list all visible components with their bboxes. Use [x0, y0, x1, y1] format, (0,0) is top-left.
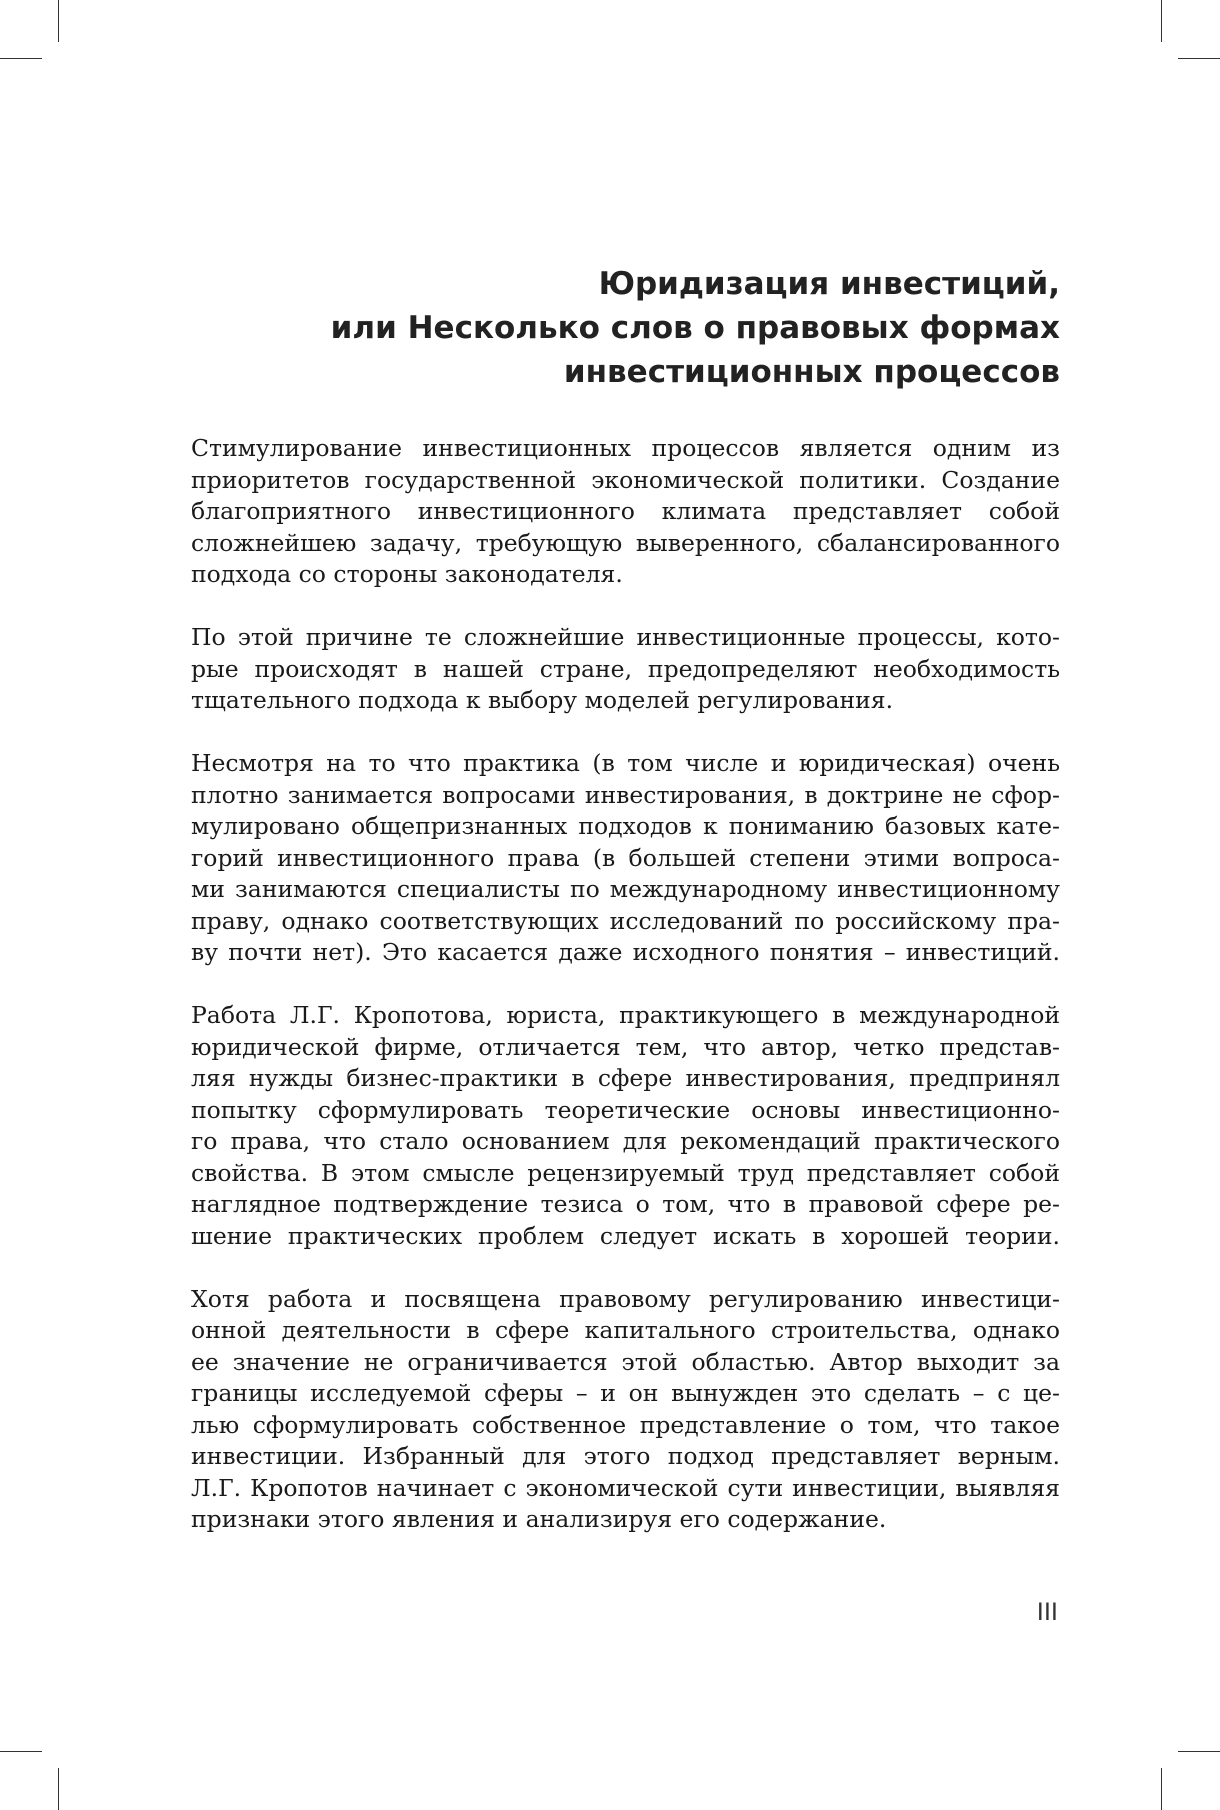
text-line: сложнейшею задачу, требующую выверенного, сбалансированного — [191, 528, 1060, 557]
text-line: наглядное подтверждение тезиса о том, что в правовой сфере ре- — [191, 1190, 1060, 1218]
crop-mark-bottom-right-horizontal — [1178, 1751, 1220, 1752]
text-line: подхода со стороны законодателя. — [191, 560, 623, 588]
crop-mark-bottom-right-vertical — [1161, 1768, 1162, 1810]
page-title — [190, 262, 1060, 394]
crop-mark-top-left-horizontal — [0, 58, 42, 59]
text-line: онной деятельности в сфере капитального строительства, однако — [191, 1316, 1060, 1344]
text-line: шение практических проблем следует искать в хорошей теории. — [191, 1221, 1060, 1250]
text-line: свойства. В этом смысле рецензируемый труд представляет собой — [191, 1158, 1060, 1187]
title-line: инвестиционных процессов — [563, 354, 1060, 390]
text-line: го права, что стало основанием для рекомендаций практического — [191, 1127, 1060, 1155]
text-line: горий инвестиционного права (в большей степени этими вопроса- — [191, 843, 1060, 872]
text-line: Хотя работа и посвящена правовому регулированию инвестици- — [191, 1284, 1060, 1313]
text-line: благоприятного инвестиционного климата представляет собой — [191, 497, 1060, 525]
text-line: Л.Г. Кропотов начинает с экономической сути инвестиции, выявляя — [191, 1473, 1060, 1502]
text-line: лью сформулировать собственное представление о том, что такое — [191, 1410, 1060, 1439]
text-line: ми занимаются специалисты по международному инвестиционному — [191, 875, 1060, 903]
title-line: Юридизация инвестиций, — [598, 266, 1060, 302]
text-line: рые происходят в нашей стране, предопределяют необходимость — [191, 654, 1060, 683]
text-line: попытку сформулировать теоретические основы инвестиционно- — [191, 1095, 1060, 1124]
paragraph-2 — [191, 622, 1060, 717]
paragraph-4 — [191, 1000, 1060, 1252]
text-line: юридической фирме, отличается тем, что автор, четко представ- — [191, 1032, 1060, 1061]
crop-mark-top-left-vertical — [58, 0, 59, 42]
crop-mark-bottom-left-vertical — [58, 1768, 59, 1810]
text-line: Несмотря на то что практика (в том числе и юридическая) очень — [191, 749, 1060, 777]
text-line: границы исследуемой сферы – и он вынужден это сделать – с це- — [191, 1379, 1060, 1407]
text-line: Стимулирование инвестиционных процессов является одним из — [191, 434, 1060, 462]
text-line: праву, однако соответствующих исследований по российскому пра- — [191, 906, 1060, 935]
text-line: тщательного подхода к выбору моделей регулирования. — [191, 686, 894, 714]
body-text — [191, 433, 1060, 1567]
crop-mark-bottom-left-horizontal — [0, 1751, 42, 1752]
text-line: ву почти нет). Это касается даже исходного понятия – инвестиций. — [191, 938, 1060, 966]
paragraph-3 — [191, 748, 1060, 969]
paragraph-5 — [191, 1284, 1060, 1536]
text-line: приоритетов государственной экономической политики. Создание — [191, 465, 1060, 494]
paragraph-1 — [191, 433, 1060, 591]
text-line: мулировано общепризнанных подходов к пониманию базовых кате- — [191, 812, 1060, 840]
text-line: признаки этого явления и анализируя его содержание. — [191, 1505, 887, 1533]
text-line: инвестиции. Избранный для этого подход представляет верным. — [191, 1442, 1060, 1470]
text-line: По этой причине те сложнейшие инвестиционные процессы, кото- — [191, 623, 1060, 651]
crop-mark-top-right-horizontal — [1178, 58, 1220, 59]
page-number: III — [1036, 1598, 1058, 1626]
text-line: ляя нужды бизнес-практики в сфере инвестирования, предпринял — [191, 1064, 1060, 1092]
text-line: ее значение не ограничивается этой областью. Автор выходит за — [191, 1347, 1060, 1376]
text-line: Работа Л.Г. Кропотова, юриста, практикующего в международной — [191, 1001, 1060, 1029]
crop-mark-top-right-vertical — [1161, 0, 1162, 42]
text-line: плотно занимается вопросами инвестирования, в доктрине не сфор- — [191, 780, 1060, 809]
title-line: или Несколько слов о правовых формах — [330, 310, 1060, 346]
